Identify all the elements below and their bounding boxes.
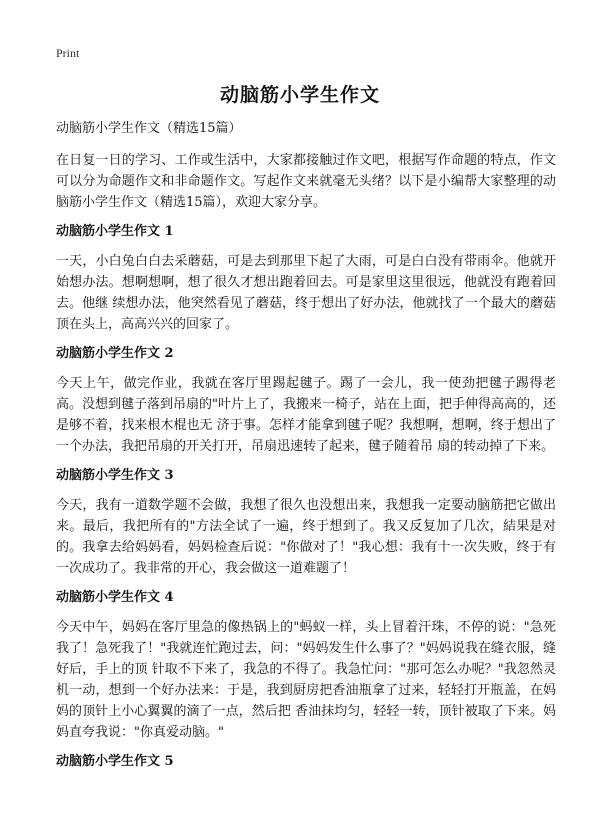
article-subtitle: 动脑筋小学生作文（精选15篇） — [56, 121, 242, 136]
section-heading-5: 动脑筋小学生作文 5 — [56, 754, 174, 769]
article-body — [56, 120, 556, 781]
page-title: 动脑筋小学生作文 — [219, 84, 380, 106]
section-heading-3: 动脑筋小学生作文 3 — [56, 468, 174, 483]
intro-paragraph: 在日复一日的学习、工作或生活中，大家都接触过作文吧，根据写作命题的特点，作文可以分为命题作文和非命题作文。写起作文来就毫无头绪？以下是小编帮大家整理的动脑筋小学生作文（精选15篇），欢迎大家分享。 — [56, 153, 556, 210]
section-body-4: 今天中午，妈妈在客厅里急的像热锅上的"蚂蚁一样，头上冒着汗珠，不停的说："急死我了！急死我了！"我就连忙跑过去，问："妈妈发生什么事了？"妈妈说我在缝衣服，缝好后，手上的顶 针取不下来了，我急的不得了。我急忙问："那可怎么办呢？"我忽然灵机一动，想到一个好办法来：于是，我到厨房把香油瓶拿了过来，轻轻打开瓶盖，在妈妈的顶针上小心翼翼的滴了一点，然后把 香油抹均匀，轻轻一转，顶针被取了下来。妈妈直夸我说："你真爱动脑。" — [56, 620, 556, 740]
section-heading-4: 动脑筋小学生作文 4 — [56, 590, 174, 605]
section-heading-1: 动脑筋小学生作文 1 — [56, 224, 174, 239]
print-link[interactable]: Print — [56, 46, 80, 60]
section-heading-2: 动脑筋小学生作文 2 — [56, 346, 174, 361]
section-body-2: 今天上午，做完作业，我就在客厅里踢起毽子。踢了一会儿，我一使劲把毽子踢得老高。没想到毽子落到吊扇的"叶片上了，我搬来一椅子，站在上面，把手伸得高高的，还是够不着，找来根木棍也无 济于事。怎样才能拿到毽子呢？我想啊，想啊，终于想出了一个办法，我把吊扇的开关打开，吊扇迅速转了起来，毽子随着吊 扇的转动掉了下来。 — [56, 376, 556, 454]
section-body-1: 一天，小白兔白白去采蘑菇，可是去到那里下起了大雨，可是白白没有带雨伞。他就开始想办法。想啊想啊，想了很久才想出跑着回去。可是家里这里很远，他就没有跑着回去。他继 续想办法，他突然看见了蘑菇，终于想出了好办法，他就找了一个最大的蘑菇顶在头上，高高兴兴的回家了。 — [56, 254, 556, 332]
section-body-3: 今天，我有一道数学题不会做，我想了很久也没想出来，我想我一定要动脑筋把它做出来。最后，我把所有的"方法全试了一遍，终于想到了。我又反复加了几次，結果是对的。我拿去给妈妈看，妈妈检查后说："你做对了！"我心想：我有十一次失败，终于有一次成功了。我非常的开心，我会做这一道难题了！ — [56, 498, 556, 576]
